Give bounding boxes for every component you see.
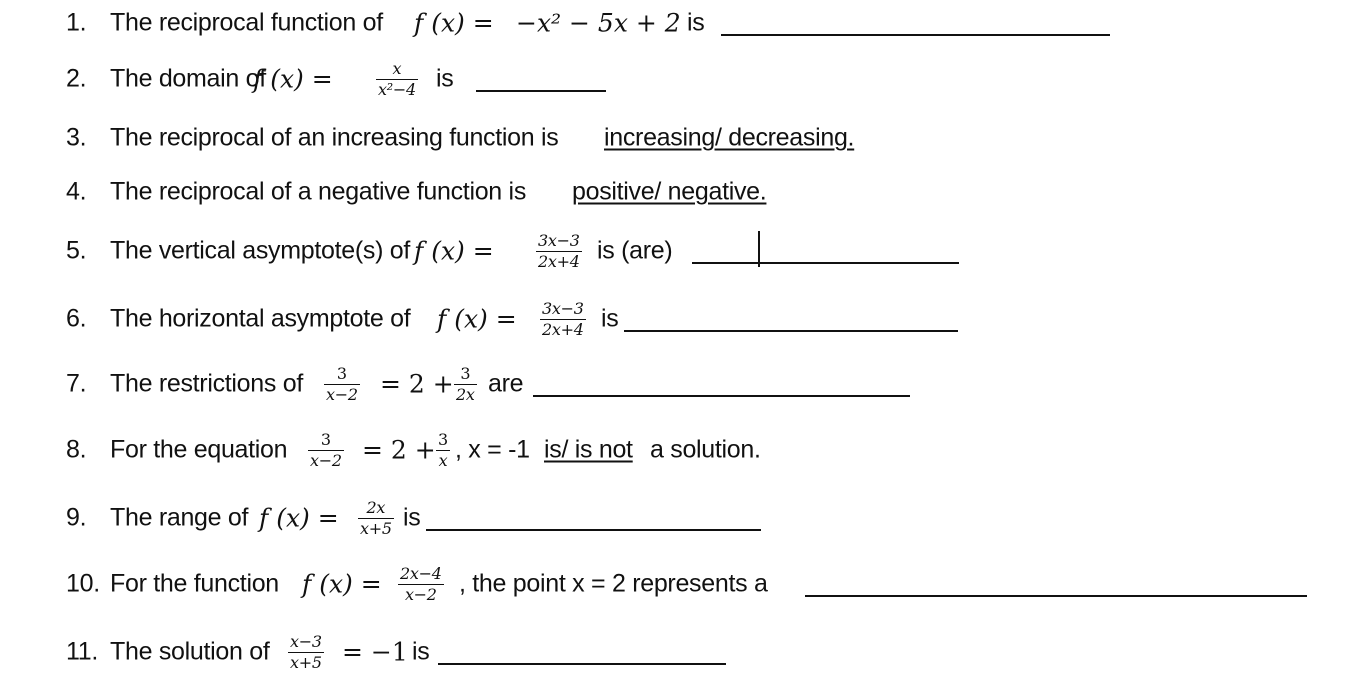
- question-number: 11.: [66, 637, 98, 666]
- answer-blank[interactable]: [476, 90, 606, 92]
- equation-rhs: = −1: [342, 637, 408, 667]
- question-6: [66, 294, 966, 344]
- answer-options[interactable]: increasing/ decreasing.: [604, 123, 855, 152]
- question-number: 9.: [66, 503, 87, 532]
- question-text: The reciprocal of an increasing function is: [110, 123, 559, 152]
- question-suffix: is: [412, 637, 430, 666]
- question-text: The horizontal asymptote of: [110, 304, 411, 333]
- fraction-numerator: 3: [336, 363, 347, 383]
- text-cursor: [758, 231, 760, 267]
- fraction: [536, 226, 582, 276]
- question-suffix: is (are): [597, 236, 673, 265]
- question-suffix: , the point x = 2 represents a: [459, 569, 768, 598]
- question-text: The reciprocal of a negative function is: [110, 177, 527, 206]
- fraction-numerator: 3: [460, 363, 471, 383]
- question-3: [66, 113, 966, 163]
- fraction: [358, 493, 394, 543]
- question-suffix: is: [687, 8, 705, 37]
- answer-blank[interactable]: [426, 529, 761, 531]
- fraction-numerator: 2x−4: [400, 563, 442, 583]
- question-text: The restrictions of: [110, 369, 303, 398]
- question-text: The domain of: [110, 64, 266, 93]
- question-number: 8.: [66, 435, 87, 464]
- question-7: [66, 359, 926, 409]
- function-lhs: f (x) =: [414, 8, 494, 38]
- fraction-denominator: x−2: [326, 384, 358, 404]
- fraction-numerator: 2x: [366, 497, 386, 517]
- fraction-denominator: 2x+4: [538, 251, 580, 271]
- question-suffix: are: [488, 369, 524, 398]
- answer-blank[interactable]: [438, 663, 726, 665]
- answer-blank[interactable]: [533, 395, 910, 397]
- question-suffix: is: [436, 64, 454, 93]
- question-4: [66, 167, 966, 217]
- question-11: [66, 627, 746, 677]
- question-text: The solution of: [110, 637, 270, 666]
- fraction-left: [324, 359, 360, 409]
- answer-options[interactable]: is/ is not: [544, 435, 633, 464]
- question-9: [66, 493, 786, 543]
- question-2: [66, 54, 666, 104]
- fraction-denominator: x−2: [310, 450, 342, 470]
- fraction-numerator: 3x−3: [542, 298, 584, 318]
- question-suffix: is: [403, 503, 421, 532]
- fraction-denominator: 2x+4: [542, 319, 584, 339]
- fraction: [398, 559, 444, 609]
- question-5: [66, 226, 966, 276]
- fraction-denominator: x+5: [360, 518, 392, 538]
- answer-options[interactable]: positive/ negative.: [572, 177, 767, 206]
- fraction-numerator: 3: [320, 429, 331, 449]
- function-expression: −x² − 5x + 2: [516, 8, 681, 38]
- fraction-denominator: x−2: [404, 584, 437, 604]
- question-text: For the function: [110, 569, 279, 598]
- question-number: 4.: [66, 177, 87, 206]
- answer-blank[interactable]: [692, 262, 959, 264]
- answer-blank[interactable]: [721, 34, 1110, 36]
- function-lhs: f (x) =: [253, 64, 333, 94]
- question-8: [66, 425, 966, 475]
- question-number: 10.: [66, 569, 100, 598]
- question-number: 7.: [66, 369, 87, 398]
- question-text: The reciprocal function of: [110, 8, 383, 37]
- function-lhs: f (x) =: [414, 236, 494, 266]
- question-number: 6.: [66, 304, 87, 333]
- function-lhs: f (x) =: [437, 304, 517, 334]
- fraction-right: [454, 359, 477, 409]
- question-suffix: is: [601, 304, 619, 333]
- answer-blank[interactable]: [624, 330, 958, 332]
- question-10: [66, 559, 1316, 609]
- function-lhs: f (x) =: [302, 569, 382, 599]
- fraction: [376, 54, 418, 104]
- fraction-numerator: x−3: [290, 631, 322, 651]
- equation-middle: = 2 +: [380, 369, 454, 399]
- fraction-right: [436, 425, 450, 475]
- question-number: 3.: [66, 123, 87, 152]
- question-text: For the equation: [110, 435, 288, 464]
- fraction-numerator: 3x−3: [538, 230, 580, 250]
- fraction-denominator: x²−4: [378, 79, 416, 99]
- fraction-denominator: 2x: [456, 384, 475, 404]
- function-lhs: f (x) =: [259, 503, 339, 533]
- question-number: 1.: [66, 8, 87, 37]
- equation-after: , x = -1: [455, 435, 530, 464]
- fraction: [540, 294, 586, 344]
- equation-middle: = 2 +: [362, 435, 436, 465]
- question-number: 2.: [66, 64, 87, 93]
- question-text: The vertical asymptote(s) of: [110, 236, 411, 265]
- fraction-denominator: x: [438, 450, 448, 470]
- answer-blank[interactable]: [805, 595, 1307, 597]
- question-suffix: a solution.: [650, 435, 761, 464]
- fraction-numerator: 3: [438, 429, 448, 449]
- fraction: [288, 627, 324, 677]
- question-1: [66, 0, 1166, 48]
- fraction-left: [308, 425, 344, 475]
- fraction-denominator: x+5: [290, 652, 322, 672]
- question-number: 5.: [66, 236, 87, 265]
- question-text: The range of: [110, 503, 249, 532]
- fraction-numerator: x: [392, 58, 402, 78]
